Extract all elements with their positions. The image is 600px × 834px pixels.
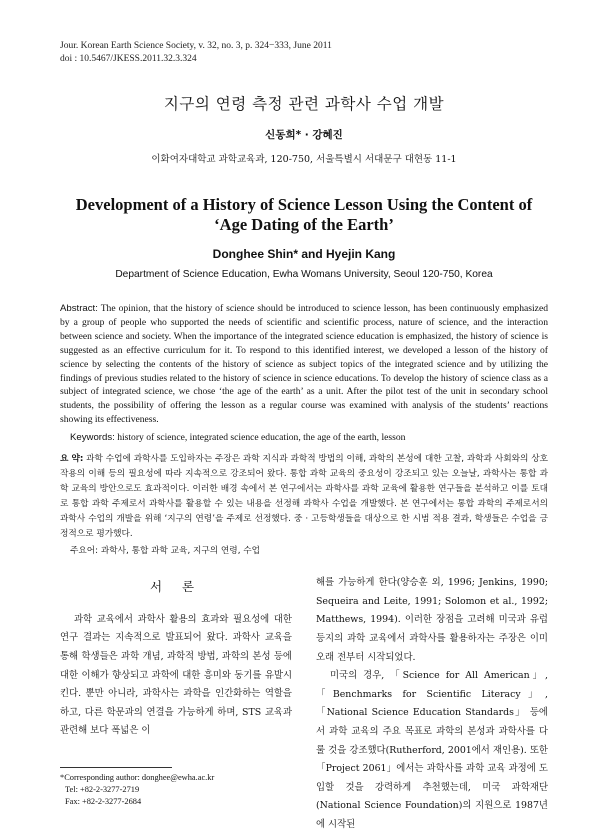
abstract-label: Abstract: — [60, 303, 98, 314]
telephone: Tel: +82-2-3277-2719 — [65, 784, 140, 794]
korean-abstract — [60, 452, 548, 542]
korean-keywords-text: 과학사, 통합 과학 교육, 지구의 연령, 수업 — [98, 546, 260, 557]
korean-keywords — [60, 544, 548, 558]
keywords-text: history of science, integrated science education, the age of the earth, lesson — [114, 432, 406, 444]
intro-paragraph: 과학 교육에서 과학사 활용의 효과와 필요성에 대한 연구 결과는 지속적으로 발표되어 왔다. 과학사 교육을 통해 학생들은 과학 개념, 과학적 방법, 과학의 본성 등에 대한 이해가 향상되고 과학에 대한 흥미와 동기를 유발시킨다. 뿐만 아니라, 과학사는 과학을 인간화하는 역할을 하고, 다른 학문과의 연결을 가능하게 하며, STS 교육과 관련해 보다 폭넓은 이 — [60, 613, 292, 737]
korean-abstract-text: 과학 수업에 과학사를 도입하자는 주장은 과학 지식과 과학적 방법의 이해, 과학의 본성에 대한 고찰, 과학과 사회와의 상호작용의 이해 등의 필요성에 따라 지속적으로 강조되어 왔다. 통합 과학 교육의 중요성이 강조되고 있는 오늘날, 과학사는 통합 과학 교육의 방안으로도 효과적이다. 이러한 배경 속에서 본 연구에서는 과학사를 과학 교육에 활용한 연구들을 분석하고 이를 토대로 통합 과학 주제로서 과학사를 활용할 수 있는 내용을 선정해 과학사 수업을 개발했다. 본 연구에서는 통합 과학의 주제로서의 과학사 수업의 개발을 위해 ‘지구의 연령’을 주제로 선정했다. 중 · 고등학생들을 대상으로 한 시범 적용 결과, 학생들은 수업을 긍정적으로 평가했다. — [60, 454, 548, 540]
korean-authors: 신동희* · 강혜진 — [265, 129, 343, 141]
keywords-label: Keywords: — [70, 432, 115, 444]
body-columns — [60, 574, 548, 834]
korean-keywords-label: 주요어: — [70, 546, 99, 557]
footnote-divider — [60, 767, 172, 768]
journal-citation: Jour. Korean Earth Science Society, v. 32, no. 3, p. 324−333, June 2011 — [60, 41, 332, 51]
abstract-text: The opinion, that the history of science should be introduced to science lesson, has been continuously emphasized by a group of people who supported the needs of scientific and scientific process, nature of science, and the interaction between science and society. When the importance of the integrated science education is emphasized, the history of science is suggested as an effective curriculum for it. To respond to this identified interest, we developed a lesson of the history of science by selecting the contents of the history of science as subject topics of the integrated science and by utilizing the findings of previous studies related to the history of science in science educations. To develop the history of science class as a subject of integrated science, we chose ‘the age of the earth’ as a unit. After the pilot test of the unit in secondary school students, the possibility of offering the lesson as a regular course was examined with analysis of the students’ reactions showing its effectiveness. — [60, 303, 548, 426]
left-column — [60, 574, 292, 834]
english-authors: Donghee Shin* and Hyejin Kang — [212, 247, 396, 261]
english-title — [60, 195, 548, 235]
english-title-line2: ‘Age Dating of the Earth’ — [214, 215, 394, 234]
keywords — [60, 431, 548, 444]
section-title: 서 론 — [149, 579, 203, 595]
doi: doi : 10.5467/JKESS.2011.32.3.324 — [60, 54, 197, 64]
korean-affiliation: 이화여자대학교 과학교육과, 120-750, 서울특별시 서대문구 대현동 11-1 — [151, 154, 457, 165]
us-paragraph: 미국의 경우, 「Science for All American」, 「Benchmarks for Scientific Literacy」, 「National Science Education Standards」 등에서 과학 교육의 주요 목표로 과학의 본성과 과학사를 다룰 것을 강조했다(Rutherford, 2001에서 재인용). 또한 「Project 2061」에서는 과학사를 과학 교육 과정에 도입할 것을 강력하게 추천했는데, 미국 과학재단(National Science Foundation)의 지원으로 1987년에 시작된 — [316, 670, 548, 830]
corresponding-author: *Corresponding author: donghee@ewha.ac.kr — [60, 772, 215, 782]
english-title-line1: Development of a History of Science Lesson Using the Content of — [75, 195, 533, 214]
english-affiliation: Department of Science Education, Ewha Womans University, Seoul 120-750, Korea — [115, 269, 493, 280]
journal-header — [60, 40, 548, 66]
continued-paragraph: 해를 가능하게 한다(양승훈 외, 1996; Jenkins, 1990; Sequeira and Leite, 1991; Solomon et al., 1992; Matthews, 1994). 이러한 장점을 고려해 미국과 유럽 등지의 과학 교육에서 과학사를 활용하자는 주장은 이미 오래 전부터 시작되었다. — [316, 577, 548, 663]
right-column — [316, 574, 548, 834]
abstract — [60, 302, 548, 427]
korean-abstract-label: 요 약: — [60, 454, 84, 465]
fax: Fax: +82-2-3277-2684 — [65, 796, 142, 806]
korean-title: 지구의 연령 측정 관련 과학사 수업 개발 — [163, 95, 445, 113]
footnote — [60, 772, 292, 808]
